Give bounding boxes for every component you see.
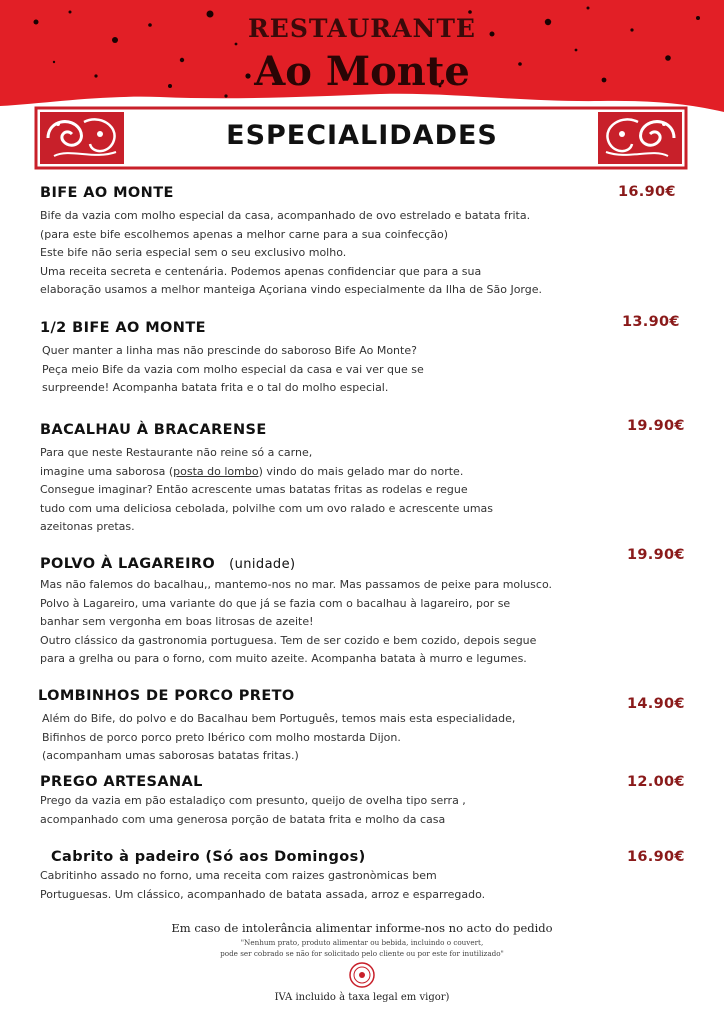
intolerance-notice: Em caso de intolerância alimentar informe-nos no acto do pedido bbox=[171, 921, 553, 935]
brand-restaurante: RESTAURANTE bbox=[247, 14, 476, 43]
item-price: 16.90€ bbox=[618, 184, 676, 200]
section-title: ESPECIALIDADES bbox=[226, 120, 498, 151]
item-price: 13.90€ bbox=[622, 314, 680, 330]
item-description: Prego da vazia em pão estaladiço com presunto, queijo de ovelha tipo serra , acompanhado com uma generosa porção de batata frita e molho da casa bbox=[40, 794, 466, 826]
brand-name: Ao Monte bbox=[254, 48, 470, 95]
vat-notice: IVA incluido à taxa legal em vigor) bbox=[274, 992, 450, 1003]
item-description: Quer manter a linha mas não prescinde do saboroso Bife Ao Monte? Peça meio Bife da vazia com molho especial da casa e vai ver que se surpreende! Acompanha batata frita e o tal do molho especial. bbox=[42, 344, 424, 394]
posta-do-lombo-text: posta do lombo bbox=[173, 464, 259, 478]
item-name: PREGO ARTESANAL bbox=[40, 774, 203, 790]
item-name: Cabrito à padeiro (Só aos Domingos) bbox=[51, 849, 366, 865]
item-description: Bife da vazia com molho especial da casa, acompanhado de ovo estrelado e batata frita. (para este bife escolhemos apenas a melhor carne para a sua coinfecção) Este bife não seria especial sem o seu exclusivo molho. Uma receita secreta e centenária. Podemos apenas confidenciar que para a sua elaboração usamos a melhor manteiga Açoriana vindo especialmente da Ilha de São Jorge. bbox=[40, 209, 542, 296]
menu-item-polvo bbox=[40, 556, 680, 669]
item-name: POLVO À LAGAREIRO (unidade) bbox=[40, 556, 296, 572]
legal-notice: "Nenhum prato, produto alimentar ou bebida, incluindo o couvert, pode ser cobrado se não for solicitado pelo cliente ou por este for inutilizado" bbox=[220, 938, 504, 958]
item-description: Cabritinho assado no forno, uma receita com raizes gastronòmicas bem Portuguesas. Um clássico, acompanhado de batata assada, arroz e esparregado. bbox=[40, 869, 486, 901]
menu-item-lombinhos bbox=[38, 688, 678, 766]
item-price: 19.90€ bbox=[627, 547, 685, 563]
item-price: 19.90€ bbox=[627, 418, 685, 434]
item-name: BIFE AO MONTE bbox=[40, 185, 174, 201]
seal-icon bbox=[349, 962, 375, 988]
item-price: 16.90€ bbox=[627, 849, 685, 865]
item-name: 1/2 BIFE AO MONTE bbox=[40, 320, 206, 336]
item-description: Mas não falemos do bacalhau,, mantemo-nos no mar. Mas passamos de peixe para molusco. Polvo à Lagareiro, uma variante do que já se fazia com o bacalhau à lagareiro, por se banhar sem vergonha em boas litrosas de azeite! Outro clássico da gastronomia portuguesa. Tem de ser cozido e bem cozido, depois segue para a grelha ou para o forno, com muito azeite. Acompanha batata à murro e legumes. bbox=[40, 578, 552, 665]
item-name: LOMBINHOS DE PORCO PRETO bbox=[38, 688, 295, 704]
item-note: (unidade) bbox=[229, 557, 296, 572]
item-price: 14.90€ bbox=[627, 696, 685, 712]
menu-item-bife-ao-monte bbox=[40, 185, 680, 300]
item-price: 12.00€ bbox=[627, 774, 685, 790]
item-description: Para que neste Restaurante não reine só a carne, imagine uma saborosa (posta do lombo) vindo do mais gelado mar do norte. Consegue imaginar? Então acrescente umas batatas fritas as rodelas e regue tudo com uma deliciosa cebolada, polvilhe com um ovo ralado e acrescente umas azeitonas pretas. bbox=[40, 446, 494, 533]
menu-item-bacalhau bbox=[40, 422, 680, 537]
menu-item-meio-bife bbox=[40, 320, 680, 398]
item-description: Além do Bife, do polvo e do Bacalhau bem Português, temos mais esta especialidade, Bifinhos de porco porco preto Ibérico com molho mostarda Dijon. (acompanham umas saborosas batatas fritas.) bbox=[42, 712, 516, 762]
menu-item-cabrito bbox=[40, 849, 680, 904]
item-name: BACALHAU À BRACARENSE bbox=[40, 422, 267, 438]
menu-item-prego bbox=[40, 774, 680, 829]
